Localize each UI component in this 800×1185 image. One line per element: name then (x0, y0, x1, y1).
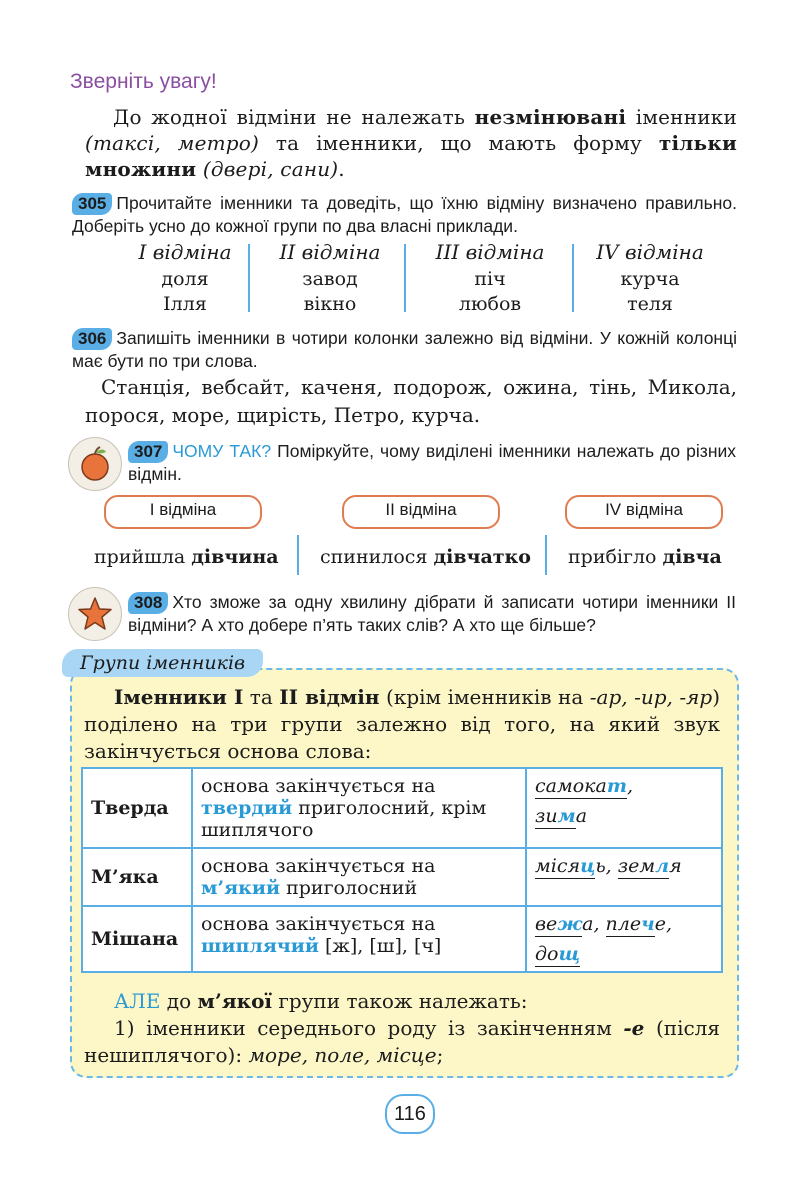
group-examples: самокат, зима (526, 768, 722, 848)
exercise-text: Поміркуйте, чому виділені іменники належать до різних відмін. (128, 441, 737, 484)
column-divider (248, 244, 250, 312)
table-row (82, 906, 722, 972)
declension-pill: II відміна (342, 495, 500, 529)
group-description: основа закінчується на твердий приголосний, крім шиплячого (192, 768, 526, 848)
apple-icon (68, 437, 122, 491)
why-label: ЧОМУ ТАК? (172, 441, 272, 461)
declension-column: I відміна доля Ілля (138, 240, 232, 315)
exercise-308 (128, 591, 736, 637)
declension-column: II відміна завод вікно (279, 240, 381, 315)
group-description: основа закінчується на м’який приголосний (192, 848, 526, 906)
exercise-text: Хто зможе за одну хвилину дібрати й записати чотири іменники II відміни? А хто добере п’ять таких слів? А хто ще більше? (128, 592, 736, 635)
table-row (82, 768, 722, 848)
exercise-number: 306 (72, 328, 112, 350)
group-examples: вежа, плече, дощ (526, 906, 722, 972)
word-list: Станція, вебсайт, каченя, подорож, ожина, тінь, Микола, порося, море, щирість, Петро, курча. (85, 375, 737, 427)
exercise-number: 307 (128, 441, 168, 463)
phrase-divider (545, 535, 547, 575)
rule-box-tag: Групи іменників (62, 649, 263, 677)
exercise-number: 305 (72, 193, 112, 215)
column-divider (572, 244, 574, 312)
attention-rule: До жодної відміни не належать незмінювані іменники (таксі, метро) та іменники, що мають форму тільки множини (двері, сани). (85, 105, 738, 181)
exercise-number: 308 (128, 592, 168, 614)
exercise-306 (72, 327, 737, 373)
phrase: спинилося дівчатко (320, 546, 531, 568)
exercise-text: Прочитайте іменники та доведіть, що їхню відміну визначено правильно. Доберіть усно до кожної групи по два власні приклади. (72, 193, 737, 236)
group-examples: місяць, земля (526, 848, 722, 906)
table-row (82, 848, 722, 906)
declension-column: IV відміна курча теля (596, 240, 704, 315)
phrase-divider (297, 535, 299, 575)
declension-pill: I відміна (104, 495, 262, 529)
phrase: прибігло дівча (568, 546, 722, 568)
star-icon (68, 587, 122, 641)
attention-title: Зверніть увагу! (70, 70, 217, 93)
exception-note: АЛЕ до м’якої групи також належать: 1) іменники середнього роду із закінченням -е (після нешиплячого): море, поле, місце; (84, 989, 720, 1067)
declension-column: III відміна піч любов (435, 240, 545, 315)
declension-pill: IV відміна (565, 495, 723, 529)
column-divider (404, 244, 406, 312)
group-name: Мішана (82, 906, 192, 972)
exercise-text: Запишіть іменники в чотири колонки залежно від відміни. У кожній колонці має бути по три слова. (72, 328, 737, 371)
group-name: М’яка (82, 848, 192, 906)
exercise-307 (128, 440, 736, 486)
phrase: прийшла дівчина (94, 546, 279, 568)
group-description: основа закінчується на шиплячий [ж], [ш], [ч] (192, 906, 526, 972)
page-number: 116 (385, 1094, 435, 1134)
noun-groups-table (81, 767, 723, 973)
rule-intro: Іменники I та II відмін (крім іменників на -ар, -ир, -яр) поділено на три групи залежно від того, на який звук закінчується основа слова: (84, 685, 721, 763)
group-name: Тверда (82, 768, 192, 848)
exercise-305 (72, 192, 737, 238)
